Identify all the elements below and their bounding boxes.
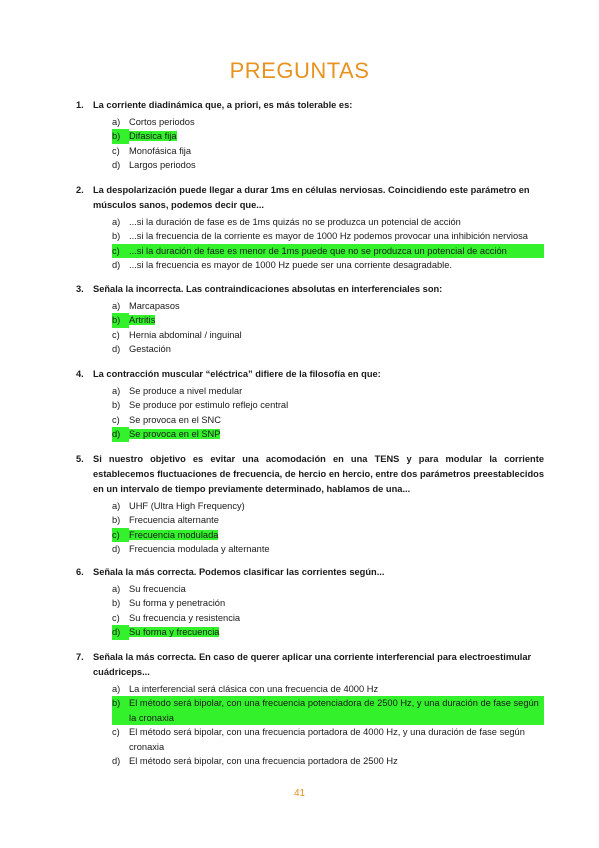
question-text: La despolarización puede llegar a durar 1ms en células nerviosas. Coincidiendo este parámetro en músculos sanos, podemos decir que... — [93, 185, 530, 210]
question-number: 5. — [76, 454, 84, 464]
option-d: d) El método será bipolar, con una frecuencia portadora de 2500 Hz — [112, 756, 398, 767]
option-c: c) Monofásica fija — [112, 145, 192, 156]
option-b-correct: b) El método será bipolar, con una frecuencia potenciadora de 2500 Hz, y una duración de fase según la cronaxia — [112, 696, 544, 725]
question-number: 6. — [76, 567, 84, 577]
question-number: 3. — [76, 284, 84, 294]
option-b: b) Se produce por estimulo reflejo central — [112, 400, 289, 411]
question-text: Si nuestro objetivo es evitar una acomodación en una TENS y para modular la corriente establecemos fluctuaciones de frecuencia, de hercio en hercio, entre dos parámetros preestablecidos en un intervalo de tiempo previamente determinado, hablamos de una... — [93, 454, 544, 494]
question-number: 1. — [76, 100, 84, 110]
question-7 — [76, 650, 544, 768]
option-d: d) Largos periodos — [112, 160, 196, 171]
option-a: a) UHF (Ultra High Frequency) — [112, 501, 245, 511]
option-d-correct: d) Su forma y frecuencia — [112, 625, 544, 639]
option-b-correct: b) Difasica fija — [112, 129, 544, 143]
option-b: b) Frecuencia alternante — [112, 515, 219, 526]
question-text: Señala la más correcta. Podemos clasificar las corrientes según... — [93, 567, 385, 577]
option-a: a) Se produce a nivel medular — [112, 386, 243, 396]
option-b-correct: b) Artritis — [112, 313, 544, 327]
question-2 — [76, 183, 544, 273]
option-d-correct: d) Se provoca en el SNP — [112, 427, 544, 441]
option-a: a) ...si la duración de fase es de 1ms quizás no se produzca un potencial de acción — [112, 217, 461, 227]
question-number: 2. — [76, 185, 84, 195]
option-b: b) ...si la frecuencia de la corriente es mayor de 1000 Hz podemos provocar una inhibición nerviosa — [112, 231, 528, 242]
question-4 — [76, 367, 544, 442]
option-c-correct: c) ...si la duración de fase es menor de 1ms puede que no se produzca un potencial de acción — [112, 244, 544, 258]
question-1 — [76, 98, 544, 173]
question-6 — [76, 565, 544, 640]
option-a: a) La interferencial será clásica con una frecuencia de 4000 Hz — [112, 684, 379, 694]
option-d: d) ...si la frecuencia es mayor de 1000 Hz puede ser una corriente desagradable. — [112, 260, 452, 271]
question-text: Señala la incorrecta. Las contraindicaciones absolutas en interferenciales son: — [93, 284, 443, 294]
option-c: c) Se provoca en el SNC — [112, 414, 221, 425]
option-a: a) Su frecuencia — [112, 584, 186, 594]
option-a: a) Marcapasos — [112, 301, 180, 311]
question-number: 4. — [76, 369, 84, 379]
option-c-correct: c) Frecuencia modulada — [112, 528, 544, 542]
page-number: 41 — [293, 788, 306, 799]
option-b: b) Su forma y penetración — [112, 598, 226, 609]
option-c: c) Hernia abdominal / inguinal — [112, 329, 242, 340]
question-text: La corriente diadinámica que, a priori, es más tolerable es: — [93, 100, 353, 110]
question-5 — [76, 452, 544, 557]
option-a: a) Cortos periodos — [112, 117, 195, 127]
option-d: d) Gestación — [112, 344, 171, 355]
page-title: PREGUNTAS — [229, 58, 370, 83]
question-text: La contracción muscular “eléctrica” difiere de la filosofía en que: — [93, 369, 381, 379]
option-d: d) Frecuencia modulada y alternante — [112, 544, 270, 555]
option-c: c) El método será bipolar, con una frecuencia portadora de 4000 Hz, y una duración de fase según cronaxia — [112, 727, 525, 752]
option-c: c) Su frecuencia y resistencia — [112, 612, 241, 623]
question-3 — [76, 282, 544, 357]
question-number: 7. — [76, 652, 84, 662]
question-text: Señala la más correcta. En caso de querer aplicar una corriente interferencial para electroestimular cuádriceps... — [93, 652, 532, 677]
